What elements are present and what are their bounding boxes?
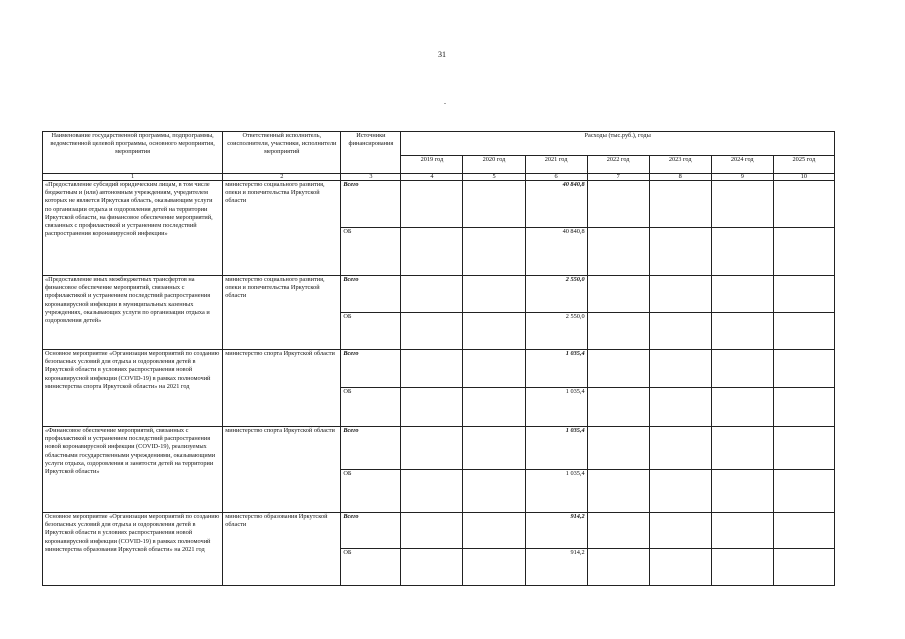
header-year: 2025 год <box>773 156 834 174</box>
source-ob: ОБ <box>341 228 401 276</box>
activity-name: «Финансовое обеспечение мероприятий, связанных с профилактикой и устранением последствий распространения новой коронавирусной инфекции (COVID-19), реализуемых областными государственными учреждениями, оказывающими услуги отдыха, оздоровления и занятости детей на территории Иркутской области» <box>43 427 223 513</box>
column-number: 5 <box>463 174 525 181</box>
value-2021-total: 2 550,0 <box>525 276 587 313</box>
header-year: 2022 год <box>587 156 649 174</box>
responsible-executor: министерство спорта Иркутской области <box>223 350 341 427</box>
value-2021-total: 914,2 <box>525 513 587 549</box>
column-number: 6 <box>525 174 587 181</box>
table-row <box>43 427 835 470</box>
stray-mark: . <box>444 97 446 106</box>
page-number: 31 <box>438 50 446 59</box>
column-number: 8 <box>649 174 711 181</box>
value-2021-total: 1 035,4 <box>525 427 587 470</box>
column-number: 7 <box>587 174 649 181</box>
value-2021-total: 40 840,8 <box>525 181 587 228</box>
responsible-executor: министерство образования Иркутской области <box>223 513 341 586</box>
source-total: Всего <box>341 350 401 388</box>
activity-name: Основное мероприятие «Организация мероприятий по созданию безопасных условий для отдыха и оздоровления детей в Иркутской области в условиях распространения новой коронавирусной инфекции (COVID-19) в рамках полномочий министерства спорта Иркутской области» на 2021 год <box>43 350 223 427</box>
header-name: Наименование государственной программы, подпрограммы, ведомственной целевой программы, основного мероприятия, мероприятия <box>43 132 223 174</box>
column-number: 2 <box>223 174 341 181</box>
table-row <box>43 350 835 388</box>
column-number: 4 <box>401 174 463 181</box>
value-2021-ob: 40 840,8 <box>525 228 587 276</box>
column-number: 10 <box>773 174 834 181</box>
responsible-executor: министерство социального развития, опеки и попечительства Иркутской области <box>223 181 341 276</box>
source-total: Всего <box>341 276 401 313</box>
column-number: 9 <box>711 174 773 181</box>
source-total: Всего <box>341 181 401 228</box>
header-responsible: Ответственный исполнитель, соисполнители, участники, исполнители мероприятий <box>223 132 341 174</box>
header-year: 2023 год <box>649 156 711 174</box>
value-2021-ob: 2 550,0 <box>525 313 587 350</box>
source-ob: ОБ <box>341 549 401 586</box>
table-row <box>43 181 835 228</box>
responsible-executor: министерство спорта Иркутской области <box>223 427 341 513</box>
expenses-table <box>42 131 835 586</box>
source-ob: ОБ <box>341 470 401 513</box>
activity-name: «Предоставление субсидий юридическим лицам, в том числе бюджетным и (или) автономным учреждениям, учредителем которых не является Иркутская область, оказывающим услуги по организации отдыха и оздоровления детей на территории Иркутской области, на финансовое обеспечение мероприятий, связанных с профилактикой и устранением последствий распространения коронавирусной инфекции» <box>43 181 223 276</box>
source-ob: ОБ <box>341 388 401 427</box>
header-year: 2019 год <box>401 156 463 174</box>
value-2021-ob: 914,2 <box>525 549 587 586</box>
header-year: 2024 год <box>711 156 773 174</box>
value-2021-total: 1 035,4 <box>525 350 587 388</box>
header-year: 2021 год <box>525 156 587 174</box>
value-2021-ob: 1 035,4 <box>525 470 587 513</box>
value-2021-ob: 1 035,4 <box>525 388 587 427</box>
table-row <box>43 276 835 313</box>
table-row <box>43 513 835 549</box>
header-sources: Источники финансирования <box>341 132 401 174</box>
column-number: 1 <box>43 174 223 181</box>
header-expenses: Расходы (тыс.руб.), годы <box>401 132 835 156</box>
source-ob: ОБ <box>341 313 401 350</box>
source-total: Всего <box>341 513 401 549</box>
activity-name: «Предоставление иных межбюджетных трансфертов на финансовое обеспечение мероприятий, связанных с профилактикой и устранением последствий распространения коронавирусной инфекции в муниципальных казенных учреждениях, оказывающих услуги по организации отдыха и оздоровления детей» <box>43 276 223 350</box>
activity-name: Основное мероприятие «Организация мероприятий по созданию безопасных условий для отдыха и оздоровления детей в Иркутской области в условиях распространения новой коронавирусной инфекции (COVID-19) в рамках полномочий министерства образования Иркутской области» на 2021 год <box>43 513 223 586</box>
column-number: 3 <box>341 174 401 181</box>
source-total: Всего <box>341 427 401 470</box>
header-year: 2020 год <box>463 156 525 174</box>
responsible-executor: министерство социального развития, опеки и попечительства Иркутской области <box>223 276 341 350</box>
